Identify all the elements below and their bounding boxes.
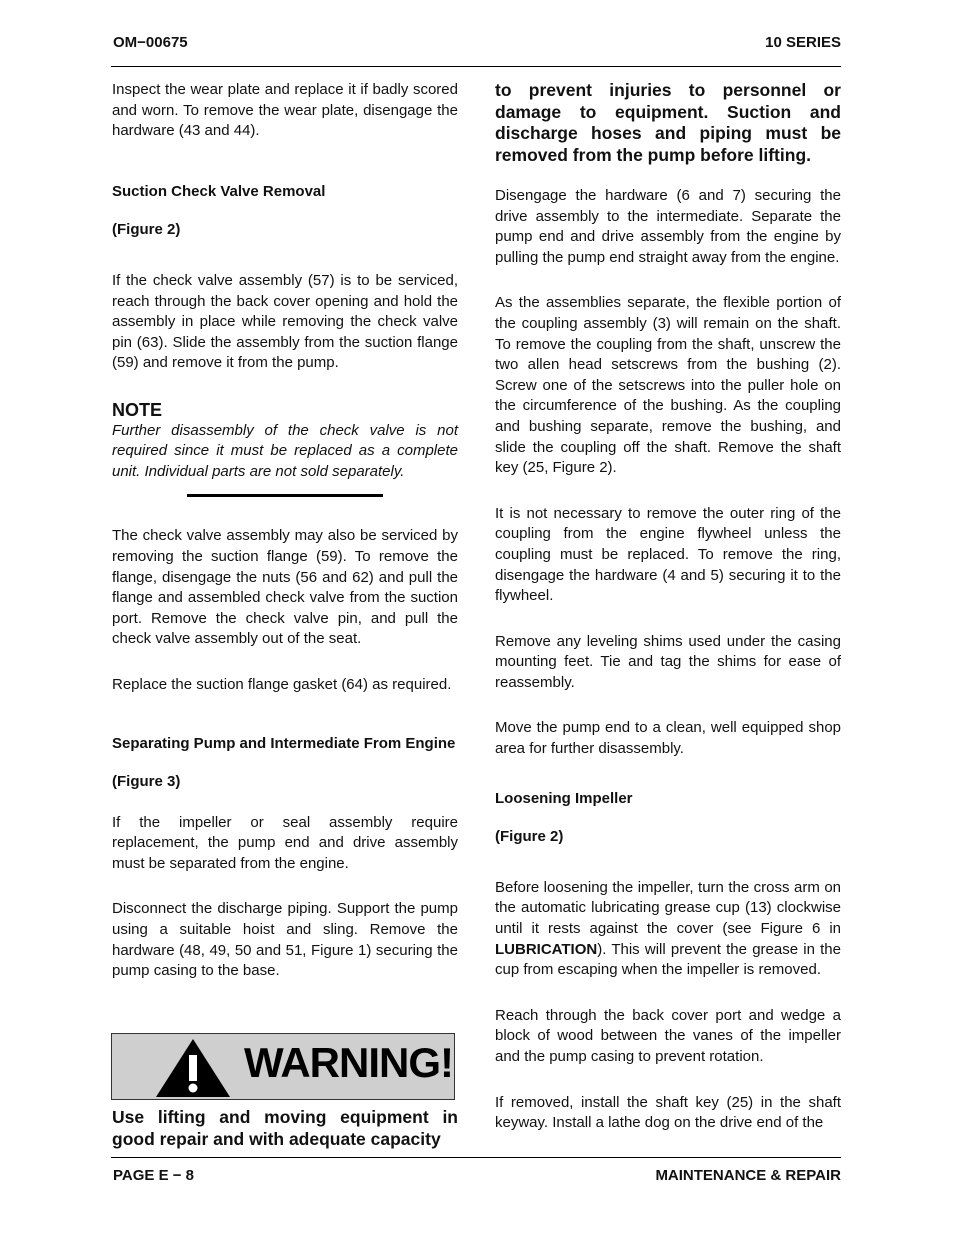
right-column — [495, 80, 841, 1134]
header-rule — [111, 66, 841, 67]
move-pump-paragraph: Move the pump end to a clean, well equipped shop area for further disassembly. — [495, 719, 841, 758]
grease-cup-text-b: ). This will prevent the grease in the cup from escaping when the impeller is removed. — [495, 940, 841, 979]
wear-plate-paragraph: Inspect the wear plate and replace it if badly scored and worn. To remove the wear plate, disengage the hardware (43 and 44). — [112, 81, 458, 140]
warning-continuation: to prevent injuries to personnel or damage to equipment. Suction and discharge hoses and piping must be removed from the pump before lifting. — [495, 80, 841, 165]
figure-reference: (Figure 2) — [112, 221, 181, 239]
warning-banner — [111, 1033, 455, 1100]
section-heading-check-valve: Suction Check Valve Removal — [112, 182, 326, 200]
warning-label: WARNING! — [244, 1039, 453, 1086]
figure-reference: (Figure 2) — [495, 828, 564, 846]
coupling-paragraph: As the assemblies separate, the flexible portion of the coupling assembly (3) will remain on the shaft. To remove the coupling from the shaft, unscrew the two allen head setscrews from the bushing (2). Screw one of the setscrews into the puller hole on the circumference of the bushing. As the coupling and bushing separate, remove the bushing, and slide the coupling off the shaft. Remove the shaft key (25, Figure 2). — [495, 294, 841, 477]
footer-rule — [111, 1157, 841, 1158]
note-title: NOTE — [112, 399, 163, 420]
section-heading-loosening: Loosening Impeller — [495, 789, 633, 807]
shims-paragraph: Remove any leveling shims used under the casing mounting feet. Tie and tag the shims for ease of reassembly. — [495, 632, 841, 691]
shaft-key-paragraph: If removed, install the shaft key (25) in the shaft keyway. Install a lathe dog on the drive end of the — [495, 1093, 841, 1132]
page-number: PAGE E − 8 — [113, 1167, 195, 1184]
series-label: 10 SERIES — [765, 34, 841, 51]
section-heading-separating: Separating Pump and Intermediate From Engine — [112, 735, 456, 753]
warning-triangle-icon — [154, 1037, 232, 1099]
section-name: MAINTENANCE & REPAIR — [655, 1167, 841, 1184]
check-valve-paragraph: If the check valve assembly (57) is to be serviced, reach through the back cover opening and hold the assembly in place while removing the check valve pin (63). Slide the assembly from the suction flange (59) and remove it from the pump. — [112, 271, 458, 372]
figure-reference: (Figure 3) — [112, 773, 181, 791]
warning-text: Use lifting and moving equipment in good repair and with adequate capacity — [112, 1107, 458, 1149]
note-text: Further disassembly of the check valve is not required since it must be replaced as a complete unit. Individual parts are not sold separately. — [112, 421, 458, 480]
doc-number: OM−00675 — [113, 34, 188, 51]
disengage-hardware-paragraph: Disengage the hardware (6 and 7) securing the drive assembly to the intermediate. Separate the pump end and drive assembly from the engine by pulling the pump end straight away from the engine. — [495, 187, 841, 266]
check-valve-service-paragraph: The check valve assembly may also be serviced by removing the suction flange (59). To remove the flange, disengage the nuts (56 and 62) and pull the flange and assembled check valve from the suction port. Remove the check valve pin, and pull the check valve assembly out of the seat. — [112, 527, 458, 648]
outer-ring-paragraph: It is not necessary to remove the outer ring of the coupling from the engine flywheel unless the coupling must be replaced. To remove the ring, disengage the hardware (4 and 5) securing it to the flywheel. — [495, 504, 841, 605]
left-column — [112, 80, 458, 982]
warning-text-block — [112, 1107, 458, 1150]
grease-cup-paragraph — [495, 878, 841, 981]
wood-block-paragraph: Reach through the back cover port and wedge a block of wood between the vanes of the impeller and the pump casing to prevent rotation. — [495, 1006, 841, 1065]
lubrication-reference: LUBRICATION — [495, 940, 598, 958]
discharge-piping-paragraph: Disconnect the discharge piping. Support the pump using a suitable hoist and sling. Remove the hardware (48, 49, 50 and 51, Figure 1) securing the pump casing to the base. — [112, 900, 458, 980]
grease-cup-text-a: Before loosening the impeller, turn the cross arm on the automatic lubricating grease cup (13) clockwise until it rests against the cover (see Figure 6 in — [495, 878, 841, 938]
gasket-paragraph: Replace the suction flange gasket (64) as required. — [112, 675, 452, 693]
impeller-seal-paragraph: If the impeller or seal assembly require replacement, the pump end and drive assembly must be separated from the engine. — [112, 813, 458, 872]
